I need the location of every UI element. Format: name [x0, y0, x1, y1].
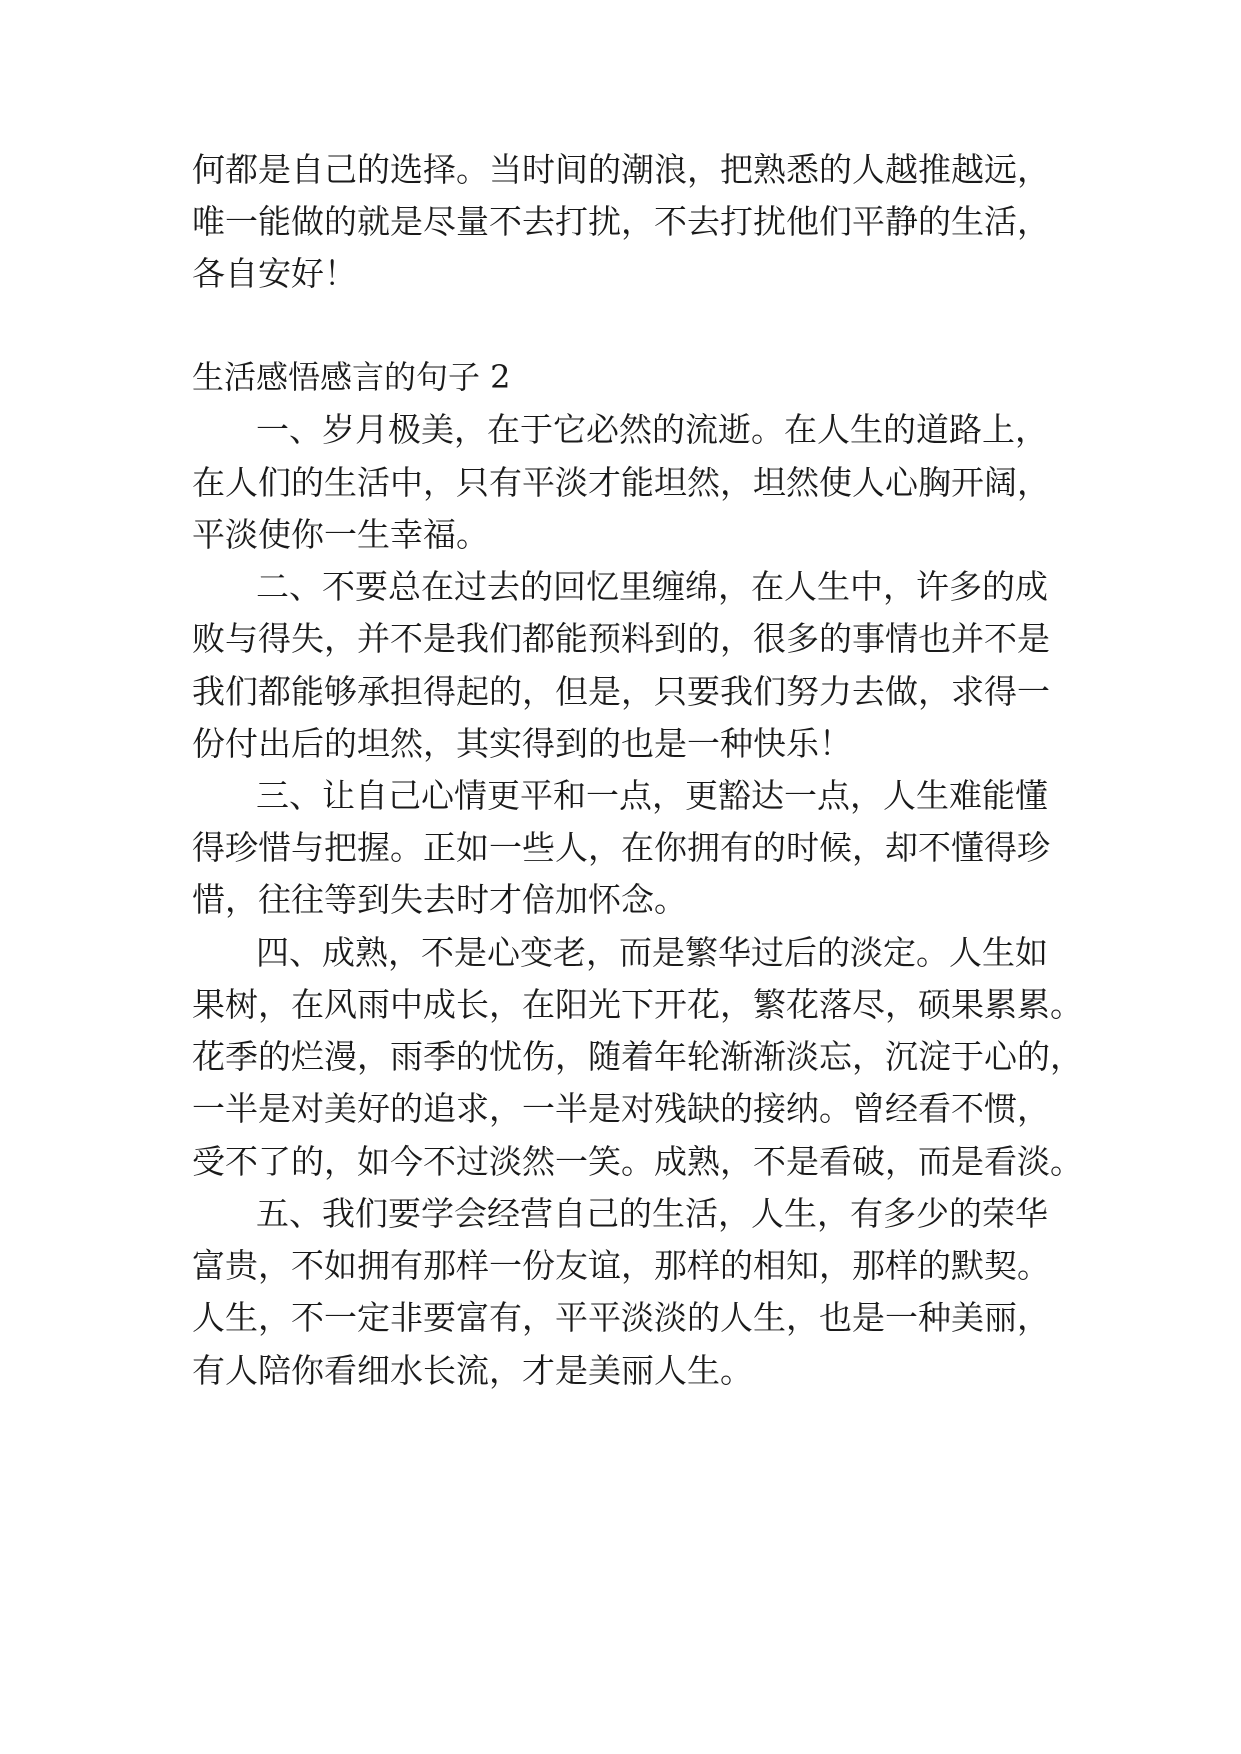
paragraph-1-line-2: 在人们的生活中，只有平淡才能坦然，坦然使人心胸开阔， [192, 463, 1050, 502]
paragraph-5-line-4: 有人陪你看细水长流，才是美丽人生。 [192, 1351, 753, 1390]
paragraph-2-line-1: 二、不要总在过去的回忆里缠绵，在人生中，许多的成 [256, 567, 1048, 606]
paragraph-3-line-1: 三、让自己心情更平和一点，更豁达一点，人生难能懂 [256, 776, 1048, 815]
paragraph-1-line-3: 平淡使你一生幸福。 [192, 515, 489, 554]
paragraph-1-line-1: 一、岁月极美，在于它必然的流逝。在人生的道路上， [256, 410, 1048, 449]
paragraph-4-line-2: 果树，在风雨中成长，在阳光下开花，繁花落尽，硕果累累。 [192, 985, 1083, 1024]
paragraph-4-line-4: 一半是对美好的追求，一半是对残缺的接纳。曾经看不惯， [192, 1089, 1050, 1128]
paragraph-5-line-3: 人生，不一定非要富有，平平淡淡的人生，也是一种美丽， [192, 1298, 1050, 1337]
paragraph-2-line-4: 份付出后的坦然，其实得到的也是一种快乐！ [192, 724, 852, 763]
paragraph-4-line-1: 四、成熟，不是心变老，而是繁华过后的淡定。人生如 [256, 933, 1048, 972]
intro-line-1: 何都是自己的选择。当时间的潮浪，把熟悉的人越推越远， [192, 150, 1050, 189]
section-title: 生活感悟感言的句子 2 [192, 358, 511, 396]
paragraph-2-line-3: 我们都能够承担得起的，但是，只要我们努力去做，求得一 [192, 672, 1050, 711]
paragraph-4-line-5: 受不了的，如今不过淡然一笑。成熟，不是看破，而是看淡。 [192, 1142, 1083, 1181]
paragraph-3-line-2: 得珍惜与把握。正如一些人，在你拥有的时候，却不懂得珍 [192, 828, 1050, 867]
paragraph-5-line-1: 五、我们要学会经营自己的生活，人生，有多少的荣华 [256, 1194, 1048, 1233]
intro-line-3: 各自安好！ [192, 254, 357, 293]
paragraph-2-line-2: 败与得失，并不是我们都能预料到的，很多的事情也并不是 [192, 619, 1050, 658]
paragraph-5-line-2: 富贵，不如拥有那样一份友谊，那样的相知，那样的默契。 [192, 1246, 1050, 1285]
paragraph-3-line-3: 惜，往往等到失去时才倍加怀念。 [192, 880, 687, 919]
paragraph-4-line-3: 花季的烂漫，雨季的忧伤，随着年轮渐渐淡忘，沉淀于心的， [192, 1037, 1083, 1076]
intro-line-2: 唯一能做的就是尽量不去打扰，不去打扰他们平静的生活， [192, 202, 1050, 241]
